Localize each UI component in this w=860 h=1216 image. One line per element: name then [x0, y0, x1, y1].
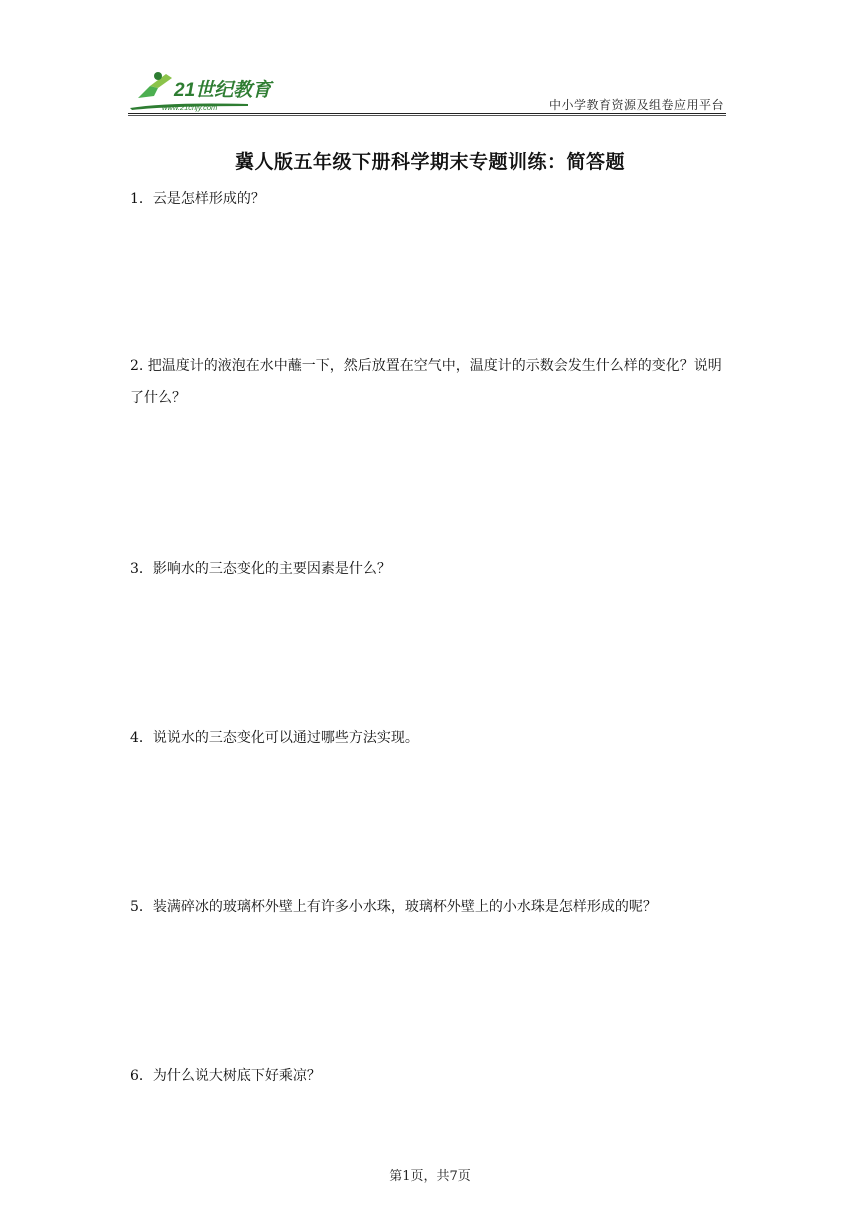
question-4: 4．说说水的三态变化可以通过哪些方法实现。 [130, 730, 419, 746]
logo-text: 21世纪教育 [174, 80, 272, 101]
question-2: 2. 把温度计的液泡在水中蘸一下，然后放置在空气中，温度计的示数会发生什么样的变化？说明了什么？ [130, 358, 722, 406]
logo-url: www.21cnjy.com [162, 103, 218, 112]
question-1: 1．云是怎样形成的？ [130, 191, 265, 207]
question-5: 5．装满碎冰的玻璃杯外壁上有许多小水珠，玻璃杯外壁上的小水珠是怎样形成的呢？ [130, 899, 657, 915]
question-3: 3．影响水的三态变化的主要因素是什么？ [130, 561, 391, 577]
platform-name: 中小学教育资源及组卷应用平台 [548, 98, 724, 112]
page-number: 第1页，共7页 [389, 1169, 471, 1184]
page-header [128, 64, 726, 114]
page-title: 冀人版五年级下册科学期末专题训练：简答题 [234, 151, 625, 173]
header-divider-thin [128, 115, 726, 116]
logo-21cnjy [128, 68, 298, 112]
header-divider [128, 113, 726, 114]
question-6: 6．为什么说大树底下好乘凉？ [130, 1068, 321, 1084]
